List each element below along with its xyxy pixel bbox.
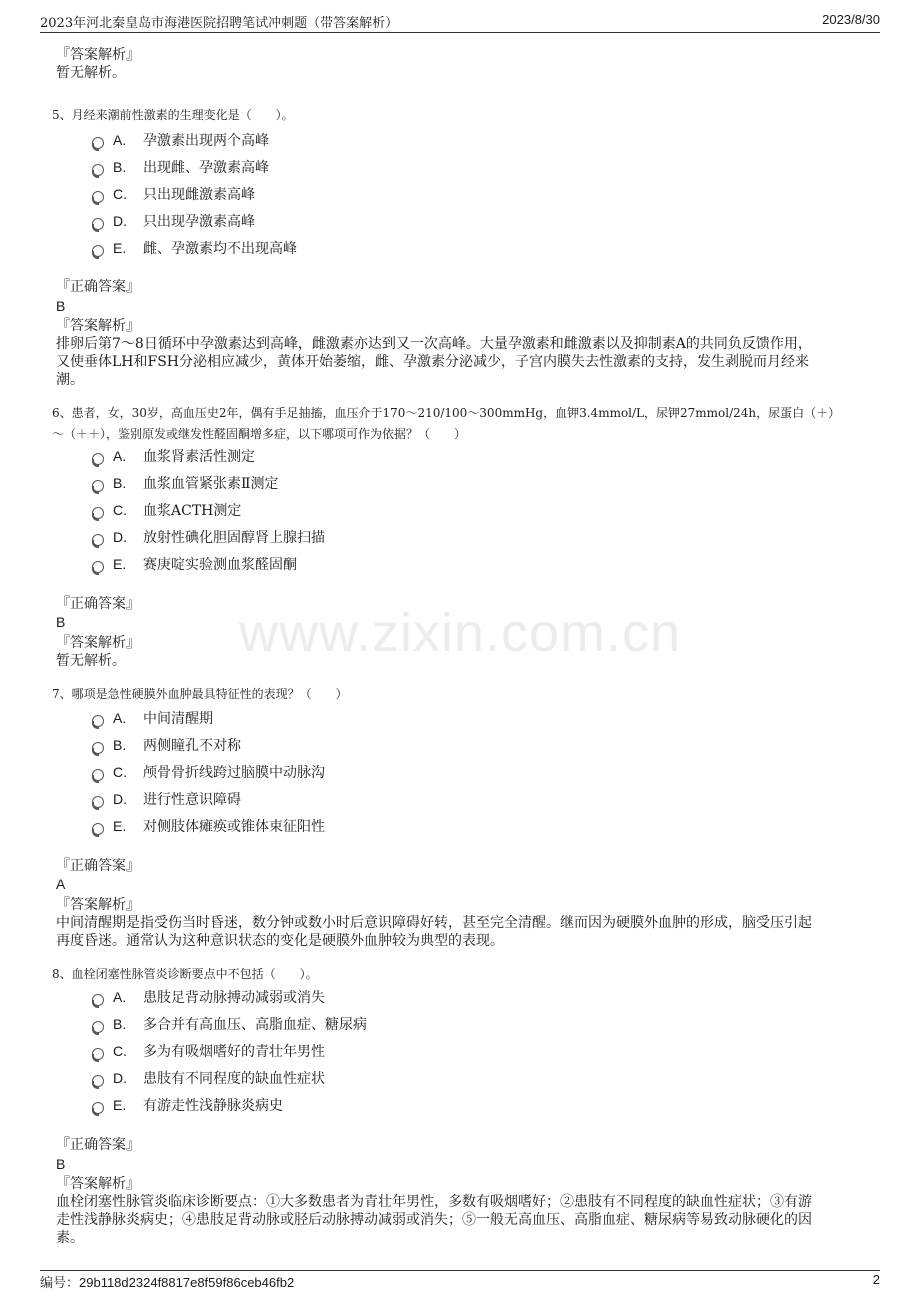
q8-option-a[interactable]: A. 患肢足背动脉搏动减弱或消失 bbox=[92, 987, 325, 1007]
analysis-line: 中间清醒期是指受伤当时昏迷，数分钟或数小时后意识障碍好转，甚至完全清醒。继而因为硬膜外血肿的形成，脑受压引起 bbox=[56, 915, 812, 931]
analysis-label: 『答案解析』 bbox=[56, 635, 140, 651]
q6-option-b[interactable]: B. 血浆血管紧张素Ⅱ测定 bbox=[92, 473, 279, 493]
radio-icon[interactable] bbox=[92, 994, 104, 1006]
question-8-stem: 8、血栓闭塞性脉管炎诊断要点中不包括（ ）。 bbox=[52, 967, 318, 981]
q8-option-c[interactable]: C. 多为有吸烟嗜好的青壮年男性 bbox=[92, 1041, 325, 1061]
q8-option-d[interactable]: D. 患肢有不同程度的缺血性症状 bbox=[92, 1068, 325, 1088]
document-date: 2023/8/30 bbox=[822, 12, 880, 27]
page-number: 2 bbox=[872, 1272, 880, 1287]
analysis-line: 素。 bbox=[56, 1230, 84, 1246]
radio-icon[interactable] bbox=[92, 742, 104, 754]
page-footer bbox=[40, 1270, 880, 1292]
q6-option-e[interactable]: E. 赛庚啶实验测血浆醛固酮 bbox=[92, 554, 297, 574]
question-6-stem: ～（＋＋），鉴别原发或继发性醛固酮增多症，以下哪项可作为依据？（ ） bbox=[52, 427, 467, 441]
q7-option-d[interactable]: D. 进行性意识障碍 bbox=[92, 789, 241, 809]
analysis-text: 暂无解析。 bbox=[56, 65, 126, 81]
radio-icon[interactable] bbox=[92, 480, 104, 492]
analysis-line: 再度昏迷。通常认为这种意识状态的变化是硬膜外血肿较为典型的表现。 bbox=[56, 933, 504, 949]
q7-option-c[interactable]: C. 颅骨骨折线跨过脑膜中动脉沟 bbox=[92, 762, 325, 782]
radio-icon[interactable] bbox=[92, 534, 104, 546]
radio-icon[interactable] bbox=[92, 823, 104, 835]
analysis-label: 『答案解析』 bbox=[56, 1176, 140, 1192]
radio-icon[interactable] bbox=[92, 191, 104, 203]
correct-answer-label: 『正确答案』 bbox=[56, 858, 140, 874]
radio-icon[interactable] bbox=[92, 164, 104, 176]
radio-icon[interactable] bbox=[92, 715, 104, 727]
question-5-stem: 5、月经来潮前性激素的生理变化是（ ）。 bbox=[52, 108, 294, 122]
question-6-stem: 6、患者，女，30岁，高血压史2年，偶有手足抽搐，血压介于170～210/100～300mmHg，血钾3.4mmol/L，尿钾27mmol/24h，尿蛋白（＋） bbox=[52, 406, 841, 420]
q5-option-a[interactable]: A. 孕激素出现两个高峰 bbox=[92, 130, 269, 150]
analysis-text: 暂无解析。 bbox=[56, 653, 126, 669]
q8-option-b[interactable]: B. 多合并有高血压、高脂血症、糖尿病 bbox=[92, 1014, 367, 1034]
q5-option-c[interactable]: C. 只出现雌激素高峰 bbox=[92, 184, 255, 204]
radio-icon[interactable] bbox=[92, 1075, 104, 1087]
correct-answer-label: 『正确答案』 bbox=[56, 596, 140, 612]
correct-answer: B bbox=[56, 298, 66, 314]
q7-option-a[interactable]: A. 中间清醒期 bbox=[92, 708, 213, 728]
document-title: 2023年河北秦皇岛市海港医院招聘笔试冲刺题（带答案解析） bbox=[40, 16, 399, 31]
correct-answer: B bbox=[56, 614, 66, 630]
radio-icon[interactable] bbox=[92, 137, 104, 149]
radio-icon[interactable] bbox=[92, 218, 104, 230]
analysis-line: 血栓闭塞性脉管炎临床诊断要点：①大多数患者为青壮年男性，多数有吸烟嗜好；②患肢有不同程度的缺血性症状；③有游 bbox=[56, 1194, 812, 1210]
question-7-stem: 7、哪项是急性硬膜外血肿最具特征性的表现？（ ） bbox=[52, 687, 348, 701]
correct-answer-label: 『正确答案』 bbox=[56, 279, 140, 295]
radio-icon[interactable] bbox=[92, 245, 104, 257]
q6-option-a[interactable]: A. 血浆肾素活性测定 bbox=[92, 446, 255, 466]
analysis-line: 潮。 bbox=[56, 372, 84, 388]
watermark: www.zixin.com.cn bbox=[238, 603, 682, 663]
analysis-label: 『答案解析』 bbox=[56, 47, 140, 63]
analysis-line: 又使垂体LH和FSH分泌相应减少，黄体开始萎缩，雌、孕激素分泌减少，子宫内膜失去性激素的支持，发生剥脱而月经来 bbox=[56, 354, 810, 370]
correct-answer: B bbox=[56, 1156, 66, 1172]
radio-icon[interactable] bbox=[92, 1102, 104, 1114]
analysis-line: 走性浅静脉炎病史；④患肢足背动脉或胫后动脉搏动减弱或消失；⑤一般无高血压、高脂血症、糖尿病等易致动脉硬化的因 bbox=[56, 1212, 812, 1228]
correct-answer: A bbox=[56, 876, 66, 892]
analysis-label: 『答案解析』 bbox=[56, 897, 140, 913]
document-code: 编号：29b118d2324f8817e8f59f86ceb46fb2 bbox=[40, 1275, 295, 1290]
q5-option-b[interactable]: B. 出现雌、孕激素高峰 bbox=[92, 157, 269, 177]
q5-option-d[interactable]: D. 只出现孕激素高峰 bbox=[92, 211, 255, 231]
correct-answer-label: 『正确答案』 bbox=[56, 1137, 140, 1153]
analysis-label: 『答案解析』 bbox=[56, 318, 140, 334]
q5-option-e[interactable]: E. 雌、孕激素均不出现高峰 bbox=[92, 238, 297, 258]
q6-option-c[interactable]: C. 血浆ACTH测定 bbox=[92, 500, 241, 520]
radio-icon[interactable] bbox=[92, 1021, 104, 1033]
analysis-line: 排卵后第7～8日循环中孕激素达到高峰，雌激素亦达到又一次高峰。大量孕激素和雌激素以及抑制素A的共同负反馈作用， bbox=[56, 336, 812, 352]
q7-option-e[interactable]: E. 对侧肢体瘫痪或锥体束征阳性 bbox=[92, 816, 325, 836]
page-header bbox=[40, 12, 880, 33]
q6-option-d[interactable]: D. 放射性碘化胆固醇肾上腺扫描 bbox=[92, 527, 325, 547]
radio-icon[interactable] bbox=[92, 507, 104, 519]
radio-icon[interactable] bbox=[92, 1048, 104, 1060]
radio-icon[interactable] bbox=[92, 769, 104, 781]
radio-icon[interactable] bbox=[92, 453, 104, 465]
q7-option-b[interactable]: B. 两侧瞳孔不对称 bbox=[92, 735, 241, 755]
q8-option-e[interactable]: E. 有游走性浅静脉炎病史 bbox=[92, 1095, 283, 1115]
radio-icon[interactable] bbox=[92, 796, 104, 808]
radio-icon[interactable] bbox=[92, 561, 104, 573]
